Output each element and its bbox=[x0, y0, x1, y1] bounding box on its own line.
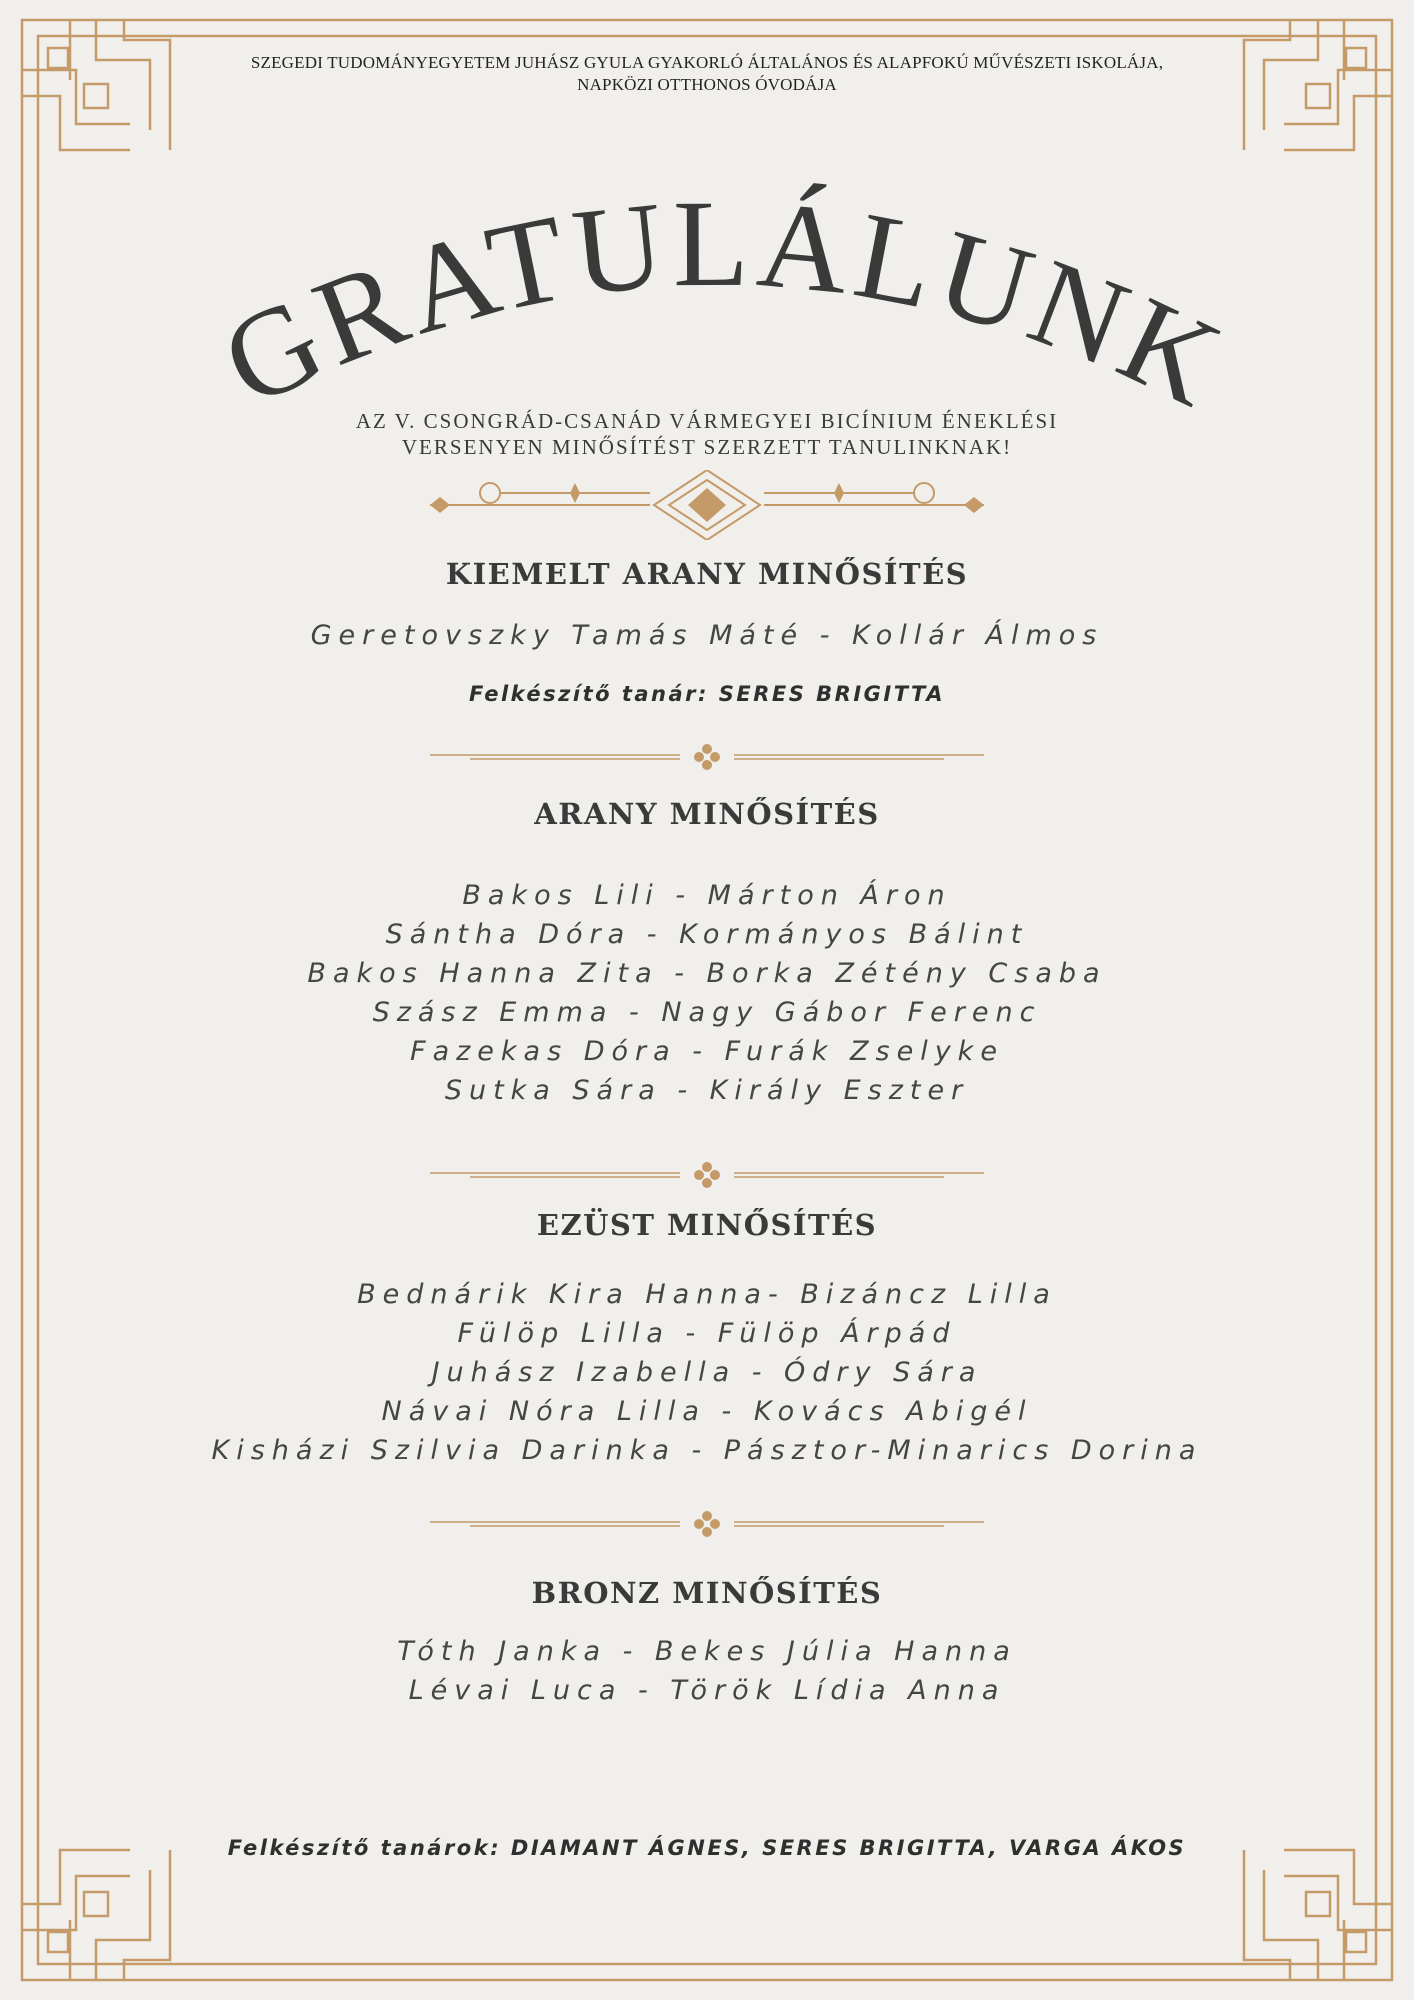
teacher-kiemelt: Felkészítő tanár: SERES BRIGITTA bbox=[469, 682, 945, 706]
list-item: Bakos Hanna Zita - Borka Zétény Csaba bbox=[307, 958, 1107, 989]
list-item: Sántha Dóra - Kormányos Bálint bbox=[385, 919, 1029, 950]
list-item: Geretovszky Tamás Máté - Kollár Álmos bbox=[310, 620, 1104, 651]
school-name-line2: NAPKÖZI OTTHONOS ÓVODÁJA bbox=[577, 75, 837, 94]
names-bronz bbox=[0, 1632, 1414, 1710]
corner-ornament-icon bbox=[1244, 1850, 1392, 1980]
list-item: Návai Nóra Lilla - Kovács Abigél bbox=[381, 1396, 1033, 1427]
list-item: Fazekas Dóra - Furák Zselyke bbox=[410, 1036, 1004, 1067]
list-item: Juhász Izabella - Ódry Sára bbox=[431, 1357, 983, 1388]
list-item: Fülöp Lilla - Fülöp Árpád bbox=[457, 1318, 957, 1349]
subtitle-line2: VERSENYEN MINŐSÍTÉST SZERZETT TANULINKNAK! bbox=[401, 435, 1013, 459]
fleuron-divider-icon bbox=[430, 1509, 984, 1539]
school-name-line1: SZEGEDI TUDOMÁNYEGYETEM JUHÁSZ GYULA GYAKORLÓ ÁLTALÁNOS ÉS ALAPFOKÚ MŰVÉSZETI ISKOLÁJA, bbox=[250, 53, 1164, 72]
list-item: Bakos Lili - Márton Áron bbox=[462, 880, 952, 911]
footer-teachers: Felkészítő tanárok: DIAMANT ÁGNES, SERES BRIGITTA, VARGA ÁKOS bbox=[227, 1836, 1187, 1860]
names-ezust bbox=[0, 1275, 1414, 1470]
deco-divider-icon bbox=[420, 470, 994, 540]
subtitle-line1: AZ V. CSONGRÁD-CSANÁD VÁRMEGYEI BICÍNIUM ÉNEKLÉSI bbox=[355, 409, 1059, 433]
section-heading-kiemelt: KIEMELT ARANY MINŐSÍTÉS bbox=[445, 557, 969, 591]
list-item: Szász Emma - Nagy Gábor Ferenc bbox=[372, 997, 1042, 1028]
list-item: Tóth Janka - Bekes Júlia Hanna bbox=[397, 1636, 1017, 1667]
list-item: Kisházi Szilvia Darinka - Pásztor-Minarics Dorina bbox=[211, 1435, 1203, 1466]
names-arany bbox=[0, 876, 1414, 1110]
subtitle bbox=[0, 408, 1414, 460]
section-heading-ezust: EZÜST MINŐSÍTÉS bbox=[536, 1208, 878, 1242]
list-item: Lévai Luca - Török Lídia Anna bbox=[408, 1675, 1006, 1706]
list-item: Sutka Sára - Király Eszter bbox=[444, 1075, 970, 1106]
list-item: Bednárik Kira Hanna- Bizáncz Lilla bbox=[357, 1279, 1057, 1310]
names-kiemelt bbox=[0, 616, 1414, 655]
section-heading-bronz: BRONZ MINŐSÍTÉS bbox=[531, 1576, 883, 1610]
fleuron-divider-icon bbox=[430, 742, 984, 772]
section-heading-arany: ARANY MINŐSÍTÉS bbox=[534, 797, 880, 831]
page-title: GRATULÁLUNK bbox=[202, 174, 1246, 435]
corner-ornament-icon bbox=[22, 1850, 170, 1980]
fleuron-divider-icon bbox=[430, 1160, 984, 1190]
